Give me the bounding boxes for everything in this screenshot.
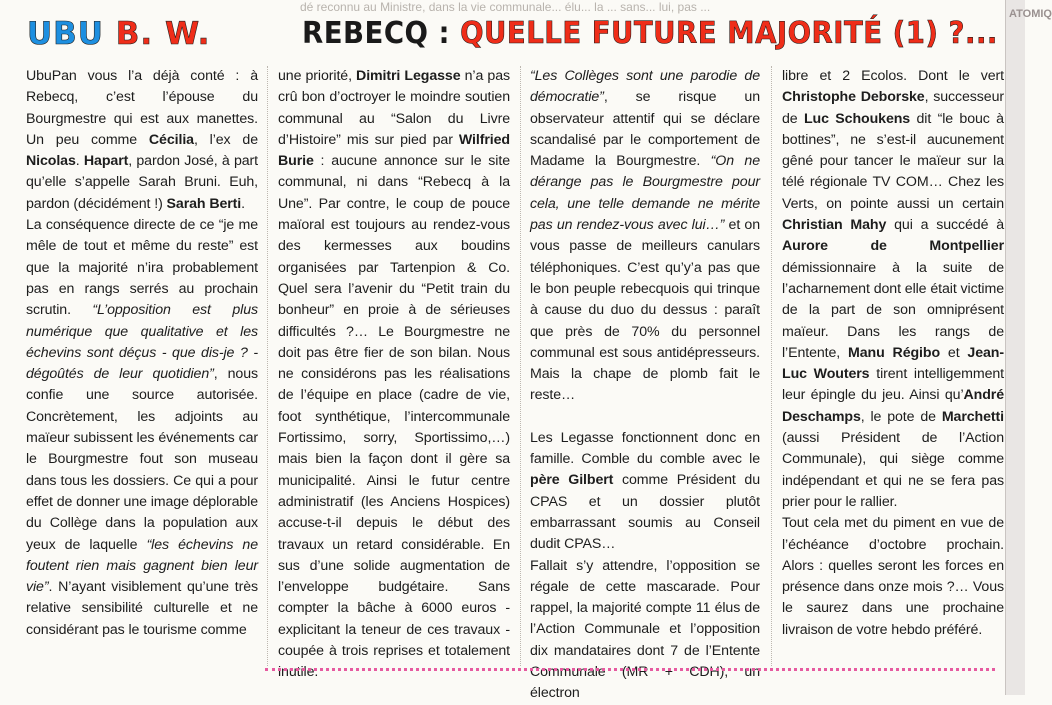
adjacent-page-label: ATOMIQ xyxy=(1009,8,1052,20)
text-run: une priorité, xyxy=(278,68,357,84)
paragraph xyxy=(530,556,760,705)
paragraph xyxy=(530,66,760,407)
text-run: comme Président du CPAS et un dossier plutôt embarrassant soumis au Conseil dudit CPAS… xyxy=(530,472,761,553)
bold-name: Dimitri Legasse xyxy=(356,68,461,84)
text-run: , pardon José, à part qu’elle s’appelle Sarah Bruni. Euh, pardon (décidément !) xyxy=(26,153,258,212)
header-ubu: UBU xyxy=(27,16,104,52)
bold-name: Nicolas xyxy=(26,153,76,170)
italic-quote: “les échevins ne foutent rien mais gagnent bien leur vie” xyxy=(26,536,258,596)
text-run: , le pote de xyxy=(860,408,942,425)
text-run: , l’ex de xyxy=(193,131,258,148)
title-place: REBECQ : xyxy=(302,16,451,51)
italic-quote: “On ne dérange pas le Bourgmestre pour cela, une telle demande ne mérite pas un rendez-vous avec lui…” xyxy=(530,153,760,234)
bold-name: Aurore de Montpellier xyxy=(782,238,1004,255)
article-column-3 xyxy=(530,66,761,702)
header-bw: B. W. xyxy=(115,16,211,52)
bold-name: père Gilbert xyxy=(530,472,614,489)
column-divider xyxy=(771,66,772,666)
bleed-through-text: dé reconnu au Ministre, dans la vie communale... élu... la ... sans... lui, pas ... xyxy=(300,0,711,14)
adjacent-page-edge xyxy=(1005,0,1052,695)
bold-name: Hapart xyxy=(83,153,129,170)
text-run: . N’ayant visiblement qu’une très relative sensibilité culturelle et ne considérant pas le tourisme comme xyxy=(26,579,258,638)
text-run: , nous confie une source autorisée. Concrètement, les adjoints au maïeur subissent les événements car le Bourgmestre fout son museau dans tous les dossiers. Ce qui a pour effet de donner une image déplorable du Collège dans la population aux yeux de laquelle xyxy=(26,366,258,553)
bottom-dotted-rule xyxy=(265,668,995,674)
text-run: : aucune annonce sur le site communal, ni dans “Rebecq à la Une”. Par contre, le coup de pouce maïoral est toujours au rendez-vous des kermesses aux boudins organisées par Tartenpion & Co. Quel sera l’avenir du “Petit train du bonheur” en proie à de sérieuses difficultés ?… Le Bourgmestre ne doit pas être fier de son bilan. Nous ne considérons pas les réalisations de l’équipe en place (cadre de vie, foot synthétique, l’intercommunale Fortissimo, sorry, Sportissimo,…) mais bien la façon dont il gère sa municipalité. Ainsi le futur centre administratif (les Anciens Hospices) accuse-t-il depuis le début des travaux un retard considérable. En sus d’une solide augmentation de l’enveloppe budgétaire. Sans compter la bâche à 6000 euros - explicitant la teneur de ces travaux - coupée à trois reprises et totalement inutile. xyxy=(278,153,510,681)
bold-name: Wilfried Burie xyxy=(278,131,510,170)
text-run: n’a pas crû bon d’octroyer le moindre soutien communal au “Salon du Livre d’Histoire” mis sur pied par xyxy=(278,68,510,148)
bold-name: Jean-Luc Wouters xyxy=(782,344,1004,383)
text-run: Fallait s’y attendre, l’opposition se régale de cette mascarade. Pour rappel, la majorité compte 11 élus de l’Action Communale et l’opposition dix mandataires dont 7 de l’Entente Communale (MR + CDH), un électron xyxy=(530,557,760,702)
bold-name: Christophe Deborske xyxy=(782,89,925,106)
article-column-2 xyxy=(278,66,510,681)
text-run: et on vous passe de meilleurs canulars téléphoniques. C’est qu’y’a pas que le bon peuple rebecquois qui trinque à cause du duo du dessus : paraît que près de 70% du personnel communal est sous antidépresseurs. Mais la chape de plomb fait le reste… xyxy=(530,217,761,404)
bold-name: Cécilia xyxy=(148,131,194,148)
text-run: libre et 2 Ecolos. Dont le vert xyxy=(782,68,1004,84)
text-run: et xyxy=(940,344,968,361)
paragraph-gap xyxy=(530,407,760,428)
title-question: QUELLE FUTURE MAJORITÉ (1) ?... xyxy=(460,16,998,51)
paragraph xyxy=(530,428,760,556)
italic-quote: “Les Collèges sont une parodie de démocratie” xyxy=(530,68,760,106)
text-run: La conséquence directe de ce “je me mêle de tout et même du reste” est que la majorité n’ira probablement pas en rangs serrés au prochain scrutin. xyxy=(26,217,258,319)
article-column-1 xyxy=(26,66,258,666)
text-run: (aussi Président de l’Action Communale), qui siège comme indépendant et qui ne se fera pas prier pour le rallier. xyxy=(782,430,1004,510)
paragraph xyxy=(26,66,258,215)
paragraph xyxy=(782,66,1004,513)
text-run: dit “le bouc à bottines”, ne s’est-il aucunement gêné pour tancer le maïeur sur la télé régionale TV COM… Chez les Verts, on pointe aussi un certain xyxy=(782,110,1004,212)
text-run: UbuPan vous l’a déjà conté : à Rebecq, c’est l’épouse du Bourgmestre qui est aux manettes. Un peu comme xyxy=(26,68,258,148)
text-run: . xyxy=(75,153,84,170)
bold-name: André Deschamps xyxy=(782,387,1004,425)
column-divider xyxy=(267,66,268,666)
italic-quote: “L’opposition est plus numérique que qualitative et les échevins sont déçus - que dis-je ? - dégoûtés de leur quotidien” xyxy=(26,302,258,383)
article-title xyxy=(302,14,998,54)
column-divider xyxy=(520,66,521,666)
text-run: Tout cela met du piment en vue de l’échéance d’octobre prochain. Alors : quelles seront les forces en présence dans onze mois ?… Vous le saurez dans une prochaine livraison de votre hebdo préféré. xyxy=(782,515,1004,638)
paragraph xyxy=(26,215,258,641)
bold-name: Luc Schoukens xyxy=(803,110,911,127)
paragraph xyxy=(782,513,1004,641)
article-column-4 xyxy=(782,66,1004,666)
bold-name: Sarah Berti xyxy=(166,195,242,212)
text-run: , se risque un observateur attentif qui se déclare scandalisé par le comportement de Madame la Bourgmestre. xyxy=(530,89,760,170)
bold-name: Manu Régibo xyxy=(848,344,941,361)
text-run: , successeur de xyxy=(782,89,1004,127)
text-run: Les Legasse fonctionnent donc en famille. Comble du comble avec le xyxy=(530,429,760,468)
bold-name: Christian Mahy xyxy=(782,217,887,234)
section-header xyxy=(27,14,210,54)
text-run: tirent intelligemment leur épingle du jeu. Ainsi qu’ xyxy=(782,366,1005,404)
text-run: . xyxy=(241,195,245,212)
text-run: démissionnaire à la suite de l’acharnement dont elle était victime de la part de son omniprésent maïeur. Dans les rangs de l’Entente, xyxy=(782,259,1004,361)
text-run: qui a succédé à xyxy=(886,217,1004,234)
paragraph xyxy=(278,66,510,684)
bold-name: Marchetti xyxy=(941,408,1004,425)
